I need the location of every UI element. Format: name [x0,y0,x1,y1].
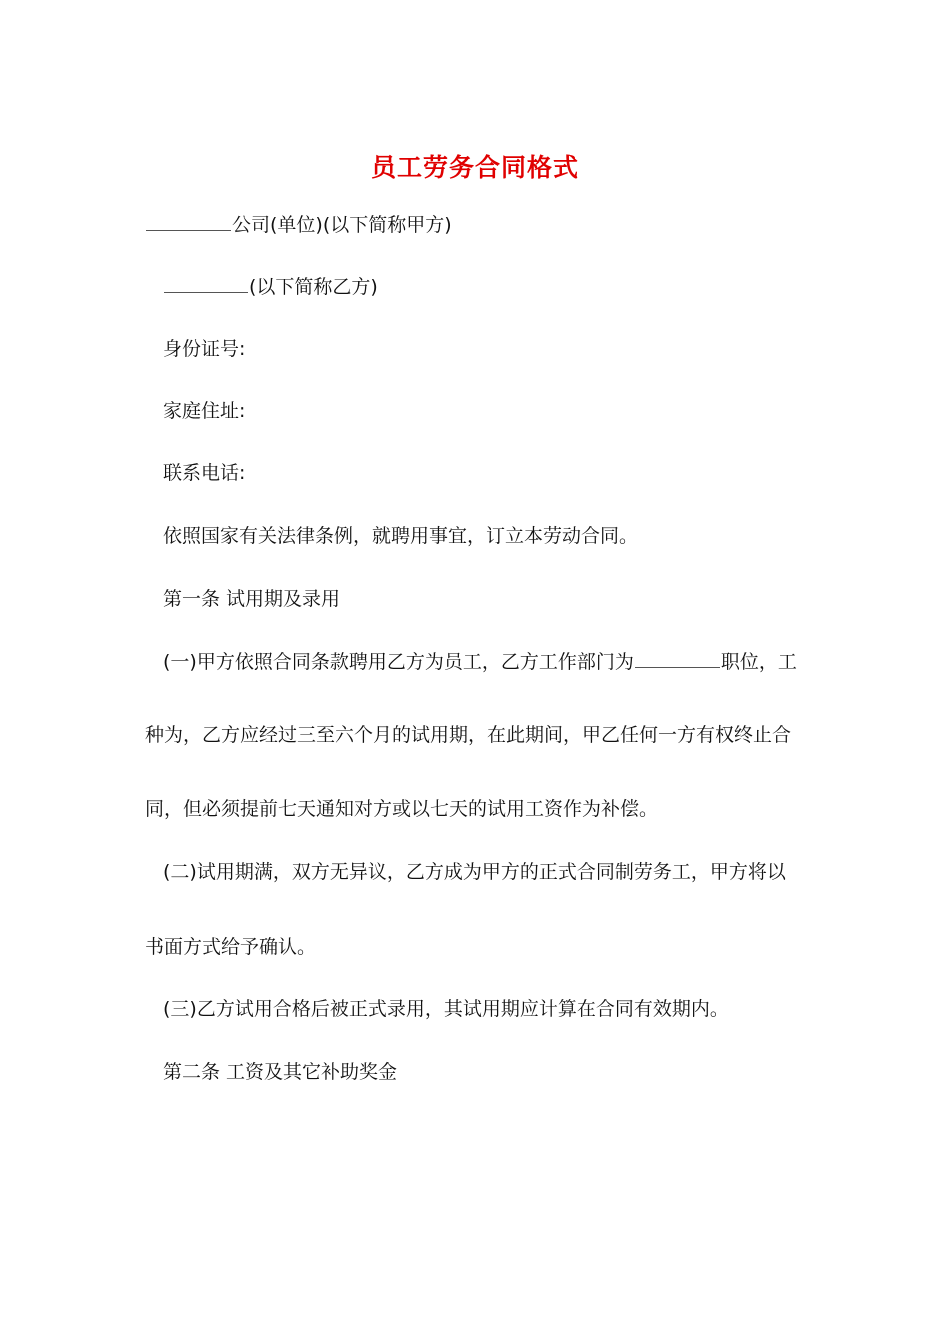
clause-2-line-1: (二)试用期满，双方无异议，乙方成为甲方的正式合同制劳务工，甲方将以 [163,861,786,883]
phone-label: 联系电话: [163,462,246,484]
clause-1-line-1 [163,647,797,676]
party-a-text: 公司(单位)(以下简称甲方) [232,214,452,236]
article-2-heading: 第二条 工资及其它补助奖金 [163,1061,398,1083]
home-address-label: 家庭住址: [163,400,246,422]
party-b-line [163,272,378,301]
clause-1-line-3: 同，但必须提前七天通知对方或以七天的试用工资作为补偿。 [145,798,659,820]
article-1-heading: 第一条 试用期及录用 [163,588,341,610]
party-a-blank [146,210,231,231]
preamble-text: 依照国家有关法律条例，就聘用事宜，订立本劳动合同。 [163,525,639,547]
clause-1-line-2: 种为，乙方应经过三至六个月的试用期，在此期间，甲乙任何一方有权终止合 [145,724,792,746]
clause-1-text-a: (一)甲方依照合同条款聘用乙方为员工，乙方工作部门为 [163,651,634,673]
clause-2-line-2: 书面方式给予确认。 [145,936,317,958]
party-b-text: (以下简称乙方) [249,276,378,298]
department-blank [635,647,720,668]
party-a-line [145,210,452,239]
document-title: 员工劳务合同格式 [370,153,579,182]
party-b-blank [164,272,248,293]
id-number-label: 身份证号: [163,338,246,360]
clause-3-text: (三)乙方试用合格后被正式录用，其试用期应计算在合同有效期内。 [163,998,729,1020]
clause-1-text-b: 职位，工 [720,651,797,673]
